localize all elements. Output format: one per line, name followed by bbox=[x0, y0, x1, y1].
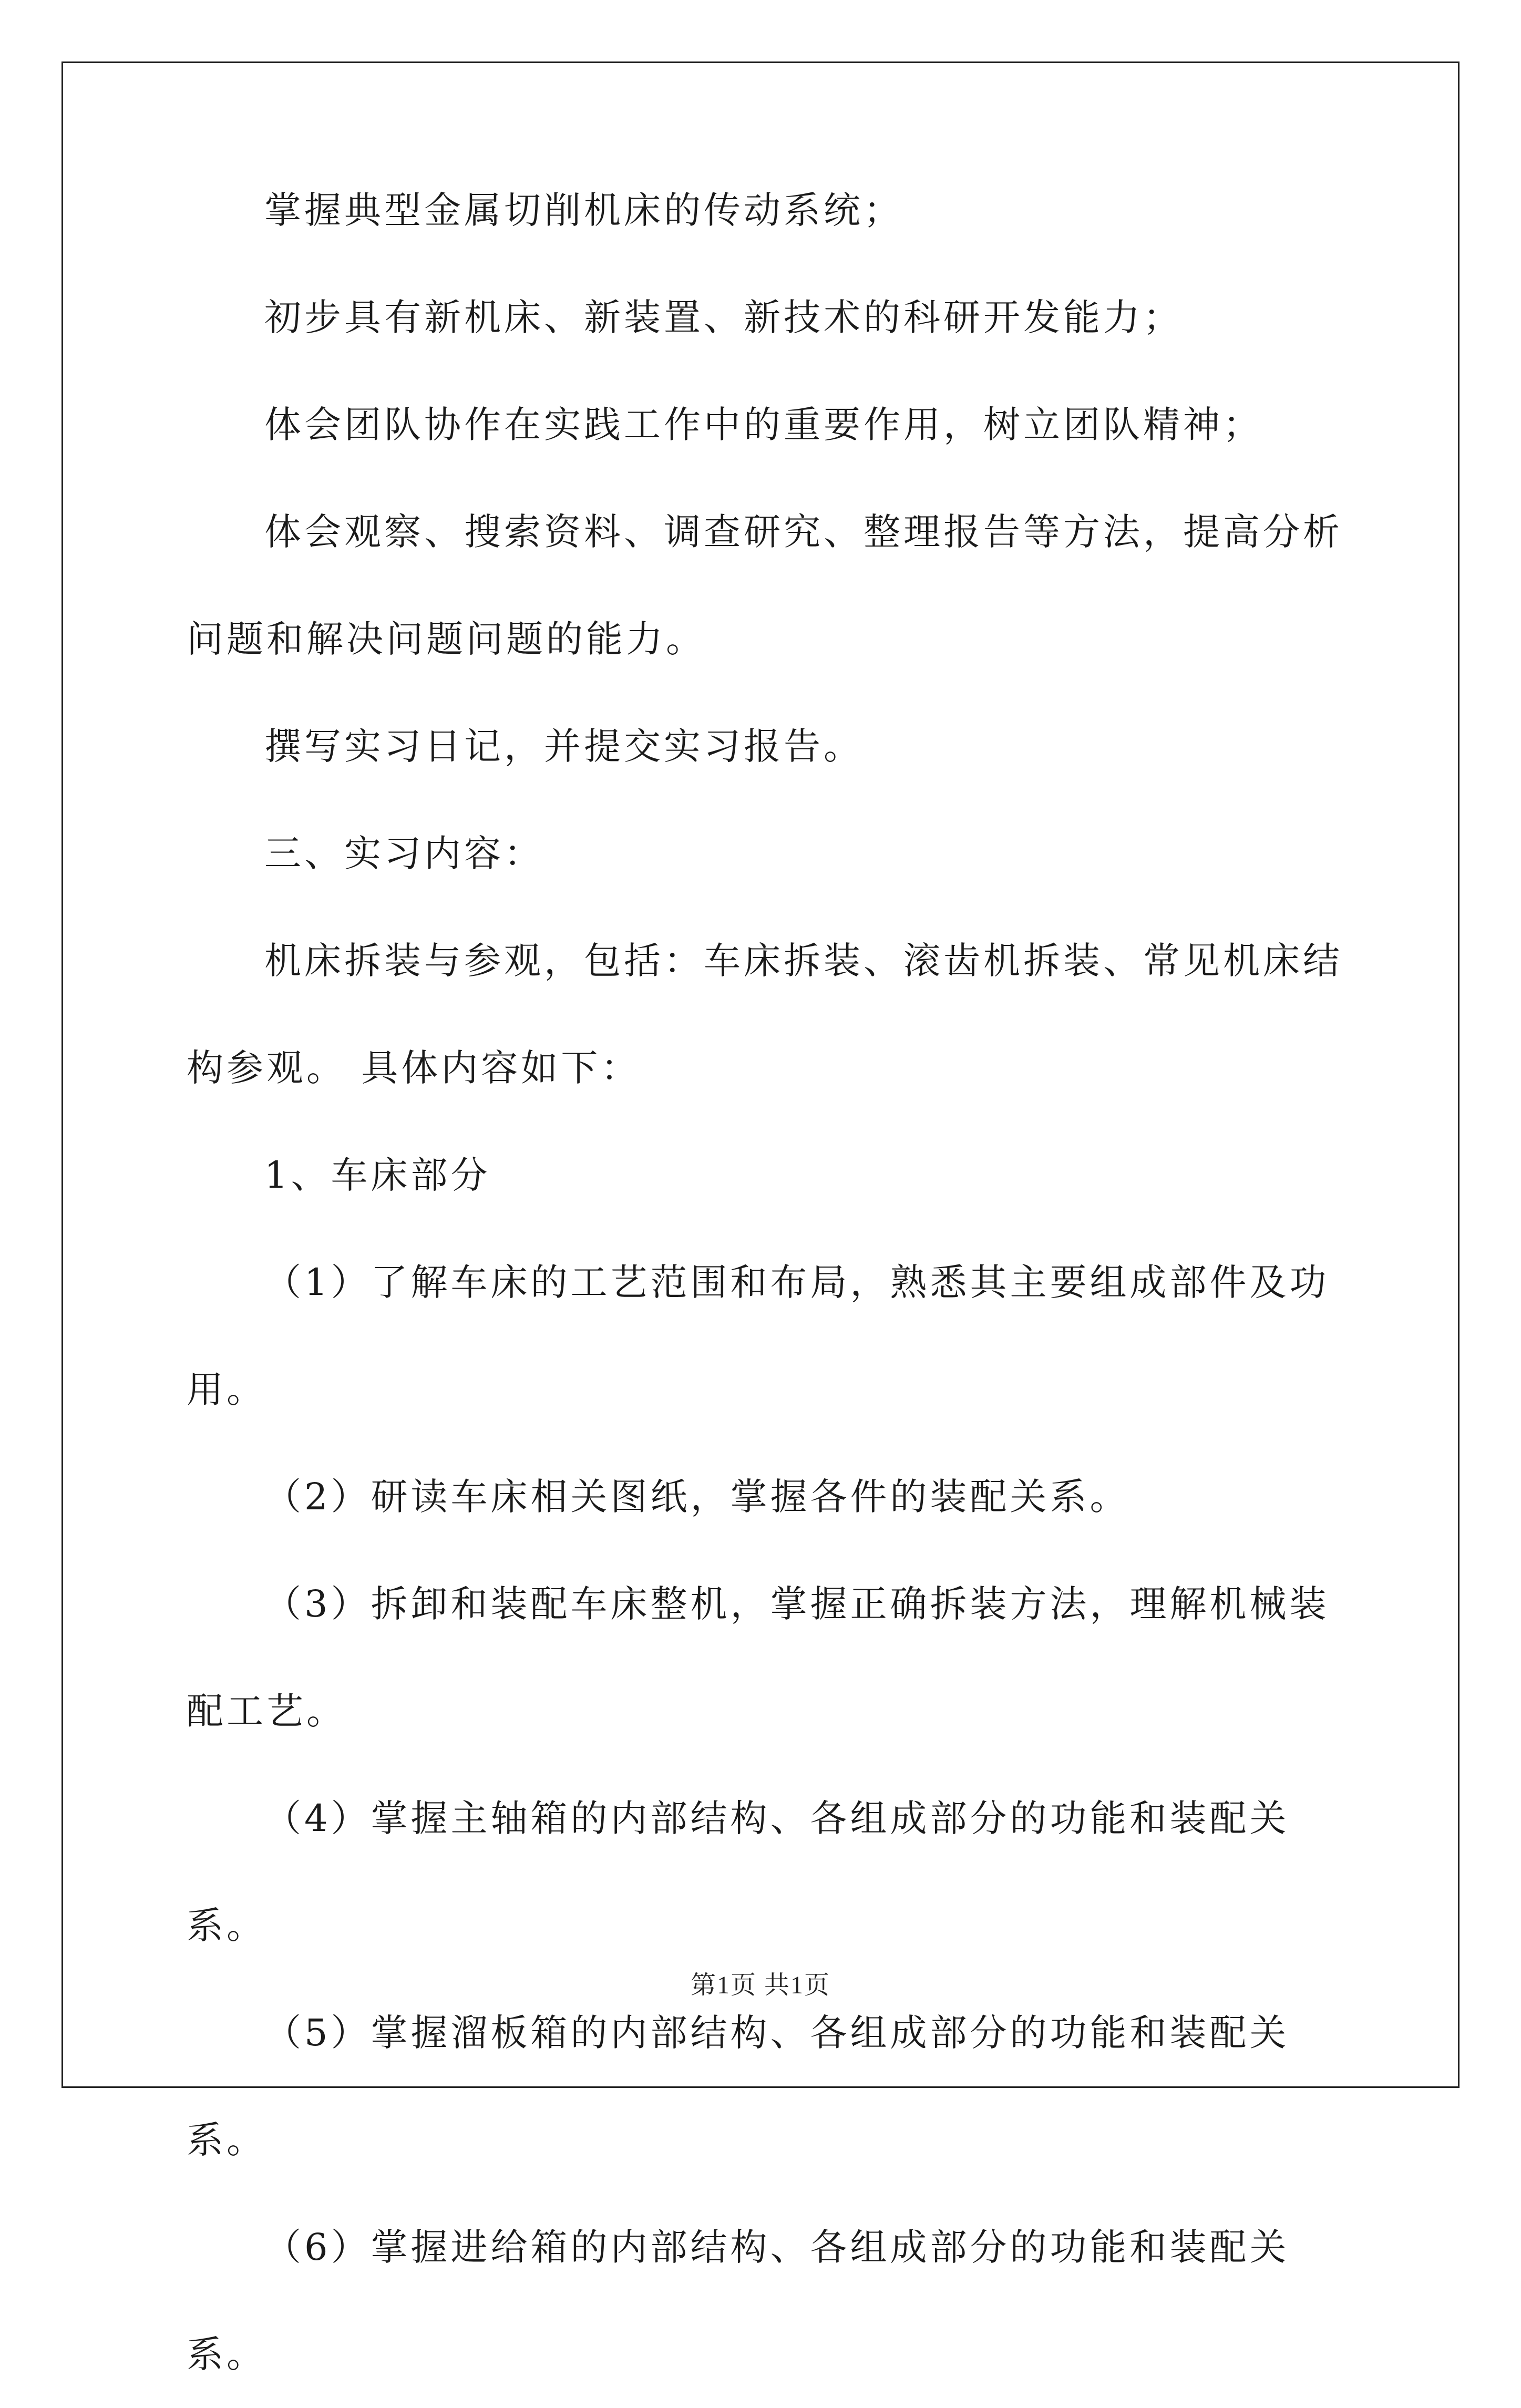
list-item-1: （1）了解车床的工艺范围和布局，熟悉其主要组成部件及功用。 bbox=[187, 1261, 1330, 1411]
page-footer: 第1页 共1页 bbox=[690, 1971, 830, 1999]
list-item-6: （6）掌握进给箱的内部结构、各组成部分的功能和装配关系。 bbox=[187, 2226, 1290, 2376]
paragraph-machine-tools: 机床拆装与参观，包括：车床拆装、滚齿机拆装、常见机床结构参观。 具体内容如下： bbox=[187, 939, 1343, 1089]
paragraph-drive-system: 掌握典型金属切削机床的传动系统； bbox=[264, 189, 903, 232]
list-item-5: （5）掌握溜板箱的内部结构、各组成部分的功能和装配关系。 bbox=[187, 2011, 1290, 2162]
paragraph-methods: 体会观察、搜索资料、调查研究、整理报告等方法，提高分析问题和解决问题问题的能力。 bbox=[187, 510, 1343, 661]
section-heading-content: 三、实习内容： bbox=[264, 832, 544, 875]
paragraph-report: 撰写实习日记，并提交实习报告。 bbox=[264, 725, 864, 768]
list-item-4: （4）掌握主轴箱的内部结构、各组成部分的功能和装配关系。 bbox=[187, 1797, 1290, 1947]
list-item-3: （3）拆卸和装配车床整机，掌握正确拆装方法，理解机械装配工艺。 bbox=[187, 1582, 1330, 1733]
list-item-2: （2）研读车床相关图纸，掌握各件的装配关系。 bbox=[264, 1475, 1130, 1518]
paragraph-research-ability: 初步具有新机床、新装置、新技术的科研开发能力； bbox=[264, 296, 1183, 339]
subsection-heading-lathe: 1、车床部分 bbox=[264, 1154, 491, 1197]
paragraph-teamwork: 体会团队协作在实践工作中的重要作用，树立团队精神； bbox=[264, 403, 1263, 446]
document-body bbox=[187, 157, 1369, 2408]
